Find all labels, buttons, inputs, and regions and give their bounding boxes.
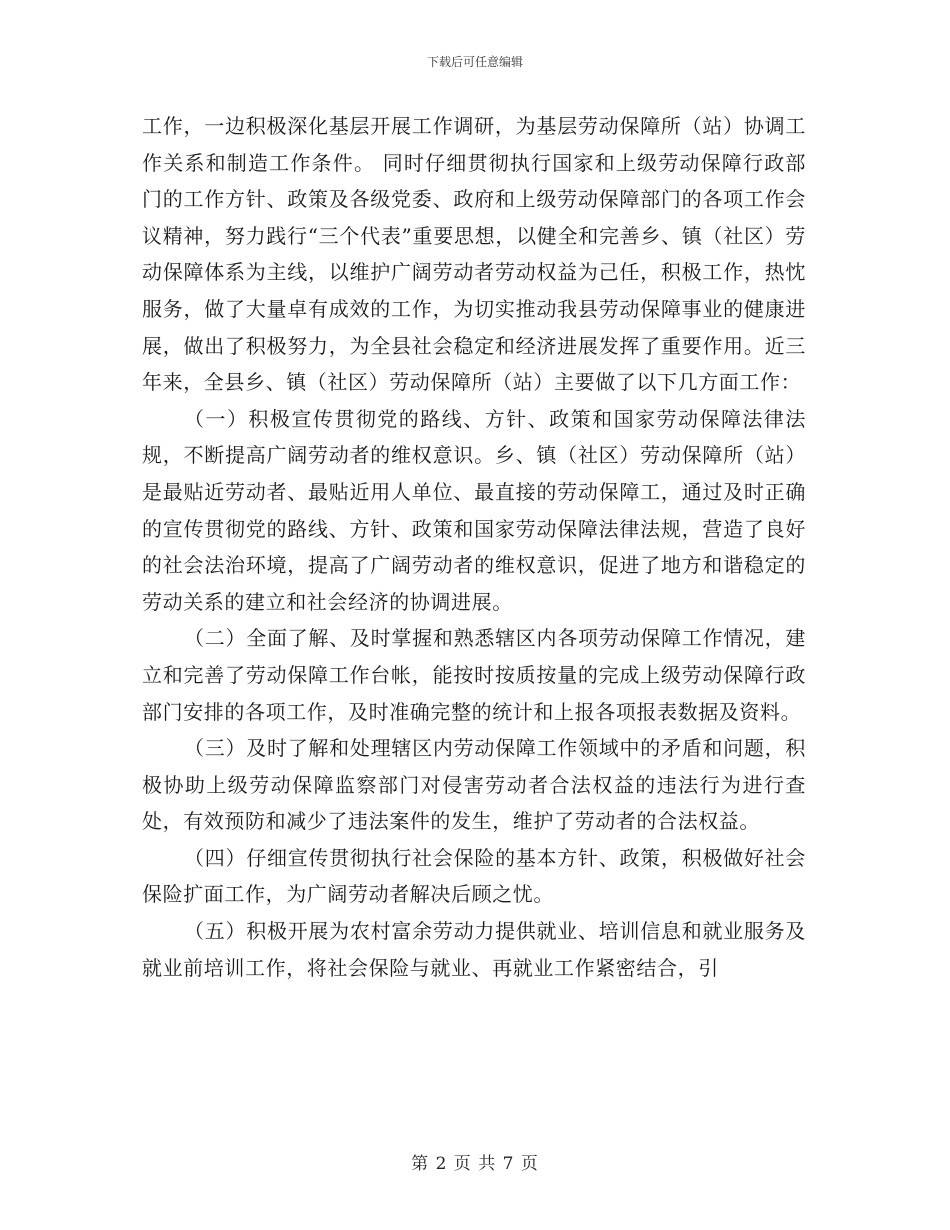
document-body xyxy=(142,108,806,986)
paragraph-item-2: （二）全面了解、及时掌握和熟悉辖区内各项劳动保障工作情况，建立和完善了劳动保障工作台帐，能按时按质按量的完成上级劳动保障行政部门安排的各项工作，及时准确完整的统计和上报各项报表数据及资料。 xyxy=(142,626,806,724)
paragraph-item-1: （一）积极宣传贯彻党的路线、方针、政策和国家劳动保障法律法规，不断提高广阔劳动者的维权意识。乡、镇（社区）劳动保障所（站）是最贴近劳动者、最贴近用人单位、最直接的劳动保障工，通过及时正确的宣传贯彻党的路线、方针、政策和国家劳动保障法律法规，营造了良好的社会法治环境，提高了广阔劳动者的维权意识，促进了地方和谐稳定的劳动关系的建立和社会经济的协调进展。 xyxy=(142,406,806,614)
paragraph-item-3: （三）及时了解和处理辖区内劳动保障工作领域中的矛盾和问题，积极协助上级劳动保障监察部门对侵害劳动者合法权益的违法行为进行查处，有效预防和减少了违法案件的发生，维护了劳动者的合法权益。 xyxy=(142,736,806,834)
paragraph-item-4: （四）仔细宣传贯彻执行社会保险的基本方针、政策，积极做好社会保险扩面工作，为广阔劳动者解决后顾之忧。 xyxy=(142,845,806,907)
paragraph-item-5: （五）积极开展为农村富余劳动力提供就业、培训信息和就业服务及就业前培训工作，将社会保险与就业、再就业工作紧密结合，引 xyxy=(142,919,806,980)
page-number-footer: 第 2 页 共 7 页 xyxy=(411,1154,539,1174)
page-header: 下载后可任意编辑 xyxy=(426,55,523,69)
paragraph-continuation: 工作，一边积极深化基层开展工作调研，为基层劳动保障所（站）协调工作关系和制造工作条件。 同时仔细贯彻执行国家和上级劳动保障行政部门的工作方针、政策及各级党委、政府和上级劳动保障部门的各项工作会议精神，努力践行“三个代表”重要思想，以健全和完善乡、镇（社区）劳动保障体系为主线，以维护广阔劳动者劳动权益为己任，积极工作，热忱服务，做了大量卓有成效的工作，为切实推动我县劳动保障事业的健康进展，做出了积极努力，为全县社会稳定和经济进展发挥了重要作用。近三年来，全县乡、镇（社区）劳动保障所（站）主要做了以下几方面工作： xyxy=(142,114,806,395)
